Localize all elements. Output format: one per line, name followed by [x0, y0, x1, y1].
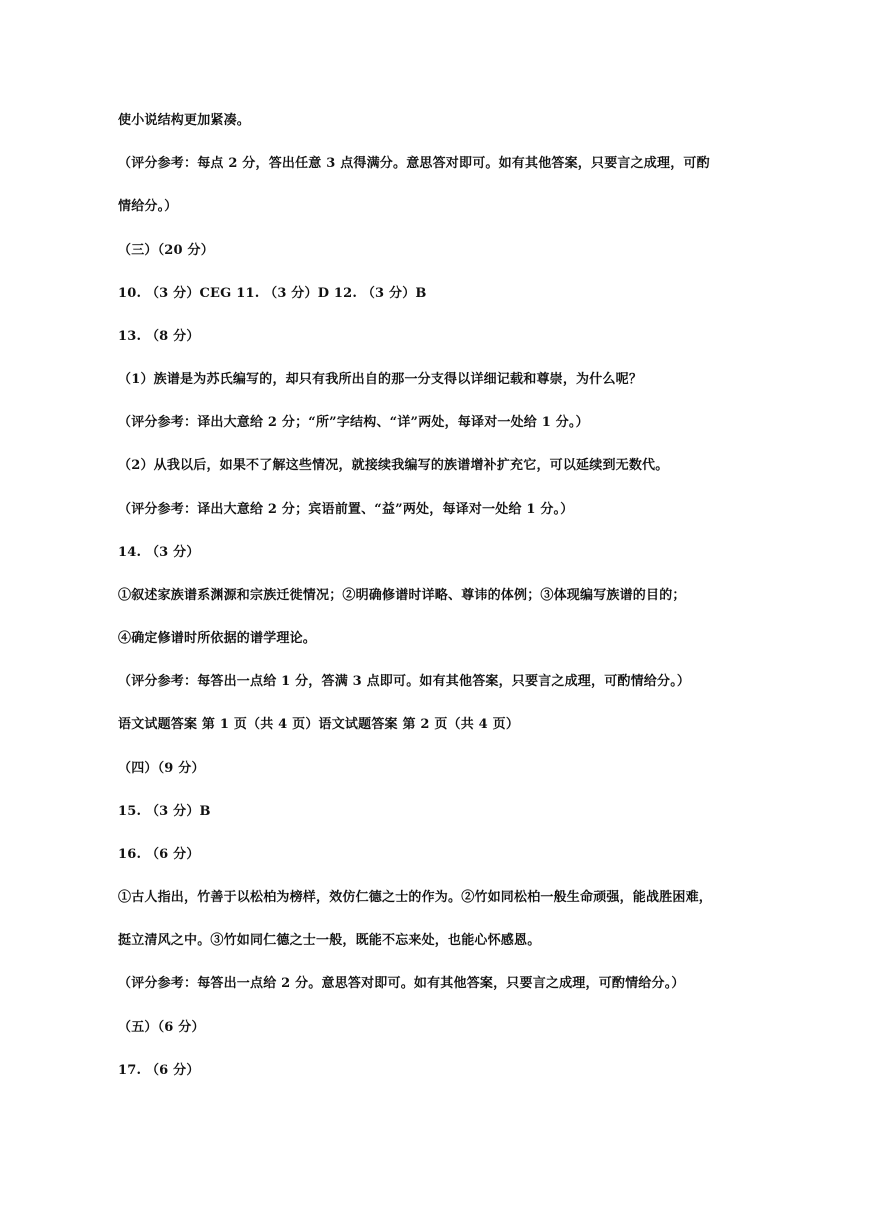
- question-number: 16. （6 分）: [118, 847, 200, 862]
- scoring-note: （评分参考：每答出一点给 2 分。意思答对即可。如有其他答案，只要言之成理，可酌情给分。）: [118, 976, 685, 991]
- translation-answer: （1）族谱是为苏氏编写的，却只有我所出自的那一分支得以详细记载和尊崇，为什么呢？: [118, 372, 643, 387]
- scoring-note: （评分参考：每点 2 分，答出任意 3 点得满分。意思答对即可。如有其他答案，只要言之成理，可酌: [118, 156, 710, 171]
- scoring-note: （评分参考：译出大意给 2 分；宾语前置、“益”两处，每译对一处给 1 分。）: [118, 502, 574, 517]
- question-number: 17. （6 分）: [118, 1063, 200, 1078]
- scoring-note: （评分参考：译出大意给 2 分；“所”字结构、“详”两处，每译对一处给 1 分。）: [118, 415, 589, 430]
- question-answers: 10. （3 分）CEG 11. （3 分）D 12. （3 分）B: [118, 286, 427, 301]
- question-number: 13. （8 分）: [118, 329, 200, 344]
- answer-line: 使小说结构更加紧凑。: [118, 113, 251, 128]
- scoring-note: （评分参考：每答出一点给 1 分，答满 3 点即可。如有其他答案，只要言之成理，可酌情给分。）: [118, 674, 691, 689]
- answer-line: 挺立清风之中。③竹如同仁德之士一般，既能不忘来处，也能心怀感恩。: [118, 933, 541, 948]
- page-footer: 语文试题答案 第 1 页（共 4 页）语文试题答案 第 2 页（共 4 页）: [118, 717, 520, 732]
- scoring-note-continued: 情给分。）: [118, 199, 178, 214]
- translation-answer: （2）从我以后，如果不了解这些情况，就接续我编写的族谱增补扩充它，可以延续到无数代。: [118, 458, 669, 473]
- section-heading: （三）（20 分）: [118, 243, 214, 258]
- answer-line: ④确定修谱时所依据的谱学理论。: [118, 631, 317, 646]
- section-heading: （四）（9 分）: [118, 761, 205, 776]
- question-number: 14. （3 分）: [118, 545, 200, 560]
- answer-line: ①古人指出，竹善于以松柏为榜样，效仿仁德之士的作为。②竹如同松柏一般生命顽强，能战胜困难，: [118, 890, 713, 905]
- question-answers: 15. （3 分）B: [118, 804, 211, 819]
- section-heading: （五）（6 分）: [118, 1020, 205, 1035]
- answer-line: ①叙述家族谱系渊源和宗族迁徙情况；②明确修谱时详略、尊讳的体例；③体现编写族谱的目的；: [118, 588, 686, 603]
